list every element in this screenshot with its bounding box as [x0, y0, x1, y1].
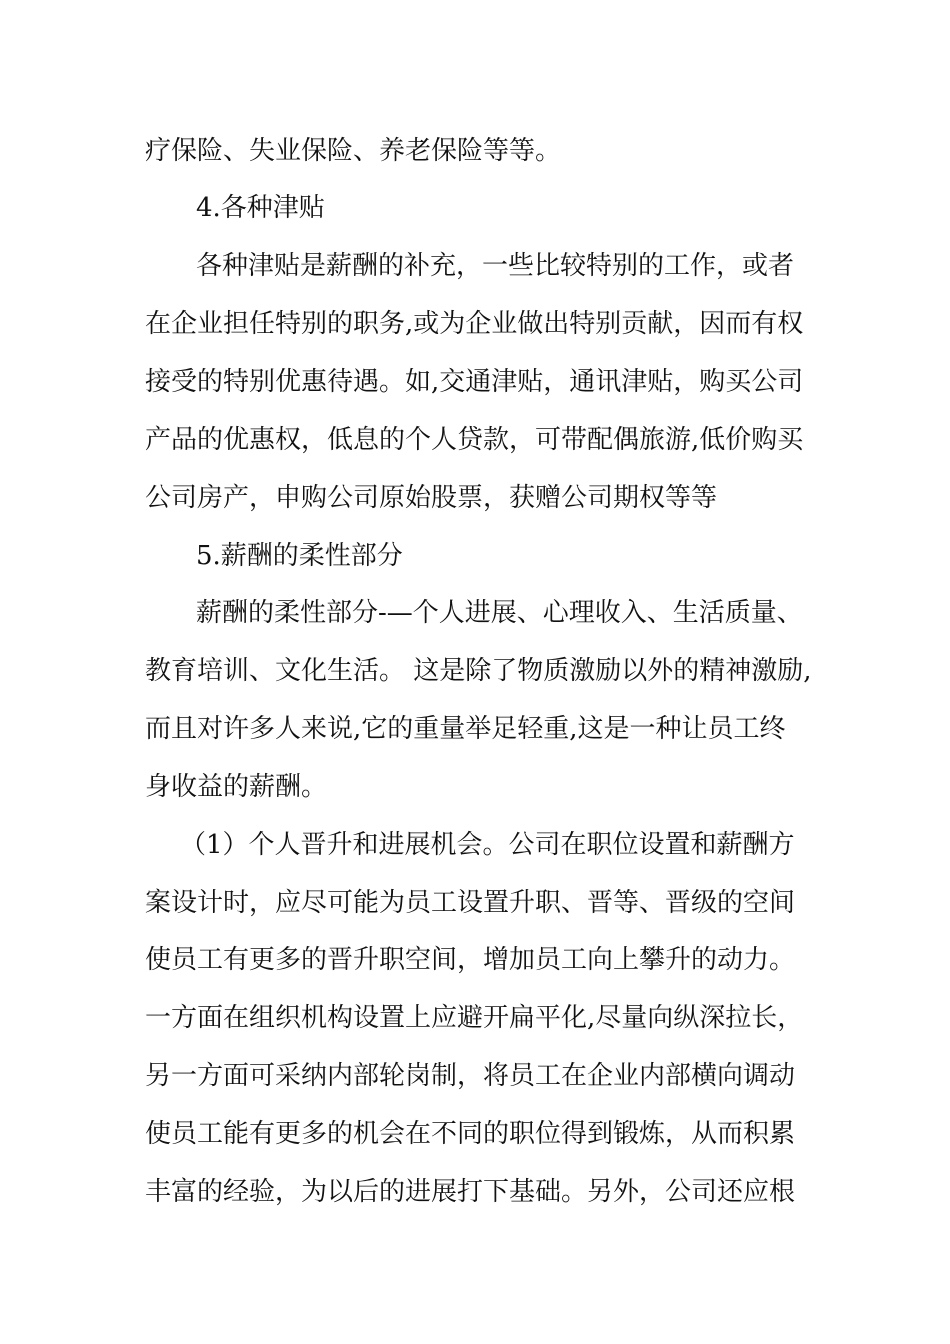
paragraph-line: 薪酬的柔性部分-—个人进展、心理收入、生活质量、 — [196, 598, 803, 628]
section-heading-allowances: 4.各种津贴 — [196, 193, 325, 223]
paragraph-line: 一方面在组织机构设置上应避开扁平化,尽量向纵深拉长， — [145, 1003, 804, 1033]
paragraph-line: 而且对许多人来说,它的重量举足轻重,这是一种让员工终 — [145, 714, 786, 744]
paragraph-line: 丰富的经验，为以后的进展打下基础。另外，公司还应根 — [145, 1177, 796, 1207]
paragraph-line: 身收益的薪酬。 — [145, 772, 328, 802]
paragraph-line: 使员工能有更多的机会在不同的职位得到锻炼，从而积累 — [145, 1119, 796, 1149]
paragraph-line: 疗保险、失业保险、养老保险等等。 — [145, 136, 562, 166]
paragraph-line: 公司房产，申购公司原始股票，获赠公司期权等等 — [145, 483, 718, 513]
paragraph-line: （1）个人晋升和进展机会。公司在职位设置和薪酬方 — [180, 830, 795, 860]
paragraph-line: 各种津贴是薪酬的补充，一些比较特别的工作，或者 — [196, 251, 795, 281]
paragraph-line: 接受的特别优惠待遇。如,交通津贴，通讯津贴，购买公司 — [145, 367, 804, 397]
section-heading-flexible-pay: 5.薪酬的柔性部分 — [196, 541, 403, 571]
paragraph-line: 另一方面可采纳内部轮岗制，将员工在企业内部横向调动 — [145, 1061, 796, 1091]
paragraph-line: 教育培训、文化生活。 这是除了物质激励以外的精神激励, — [145, 656, 812, 686]
paragraph-line: 案设计时，应尽可能为员工设置升职、晋等、晋级的空间 — [145, 888, 796, 918]
paragraph-line: 产品的优惠权，低息的个人贷款，可带配偶旅游,低价购买 — [145, 425, 804, 455]
paragraph-line: 使员工有更多的晋升职空间，增加员工向上攀升的动力。 — [145, 945, 796, 975]
paragraph-line: 在企业担任特别的职务,或为企业做出特别贡献，因而有权 — [145, 309, 804, 339]
